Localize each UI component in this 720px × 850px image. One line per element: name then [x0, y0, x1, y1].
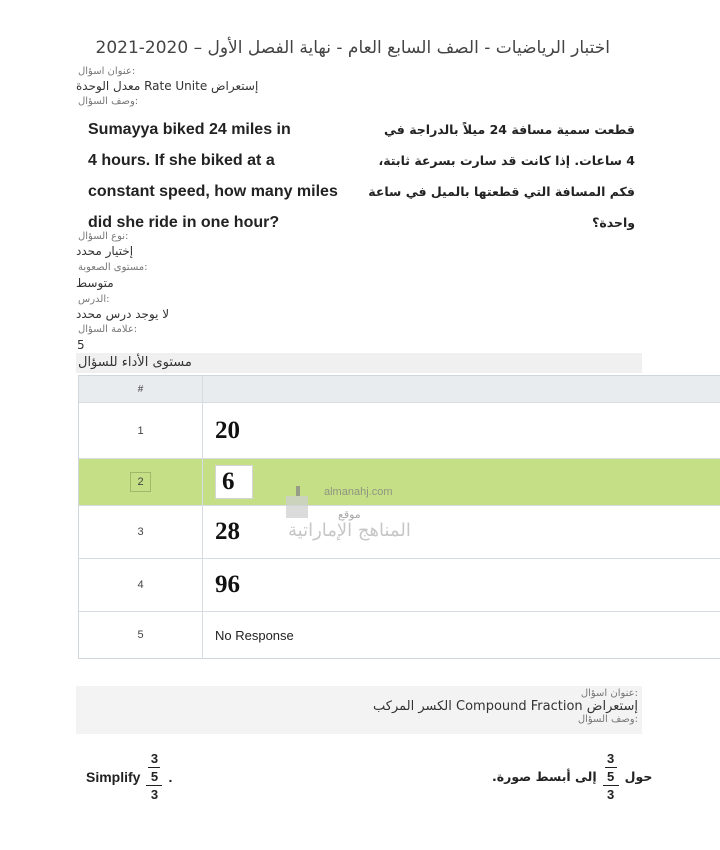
page-title: اختبار الرياضيات - الصف السابع العام - نهاية الفصل الأول – 2020-2021 [95, 38, 610, 58]
answer-option: 20 [215, 416, 240, 444]
watermark-line1: موقع [338, 508, 361, 521]
row-number: 4 [79, 559, 203, 611]
english-line: Sumayya biked 24 miles in [88, 121, 291, 138]
arabic-line: قطعت سمية مسافة 24 ميلاً بالدراجة في [384, 122, 635, 137]
table-row[interactable] [79, 611, 720, 658]
question2-title-label: :عنوان اسؤال [580, 688, 638, 699]
compound-fraction-arabic [603, 752, 619, 801]
period: . [168, 768, 173, 785]
row-number: 5 [79, 612, 203, 658]
lesson-label: :الدرس [78, 294, 110, 305]
watermark [282, 482, 432, 552]
difficulty-label: :مستوى الصعوبة [78, 262, 148, 273]
row-number: 3 [79, 506, 203, 558]
difficulty-value: متوسط [76, 276, 114, 290]
column-header-answer [203, 376, 720, 402]
question-title-label: :عنوان اسؤال [78, 66, 136, 77]
english-line: did she ride in one hour? [88, 214, 280, 231]
question-text-english [88, 114, 368, 238]
fraction-denominator: 3 [607, 787, 615, 802]
table-row[interactable] [79, 558, 720, 611]
question-type-label: :نوع السؤال [78, 231, 129, 242]
question-type-value: إختيار محدد [76, 244, 134, 258]
performance-heading-bar [76, 353, 642, 373]
english-line: 4 hours. If she biked at a [88, 152, 275, 169]
table-header-row [79, 376, 720, 402]
fraction-denominator: 3 [150, 787, 159, 802]
watermark-logo-icon [286, 496, 308, 518]
question2-english [86, 752, 172, 801]
arabic-convert: حول [624, 769, 653, 784]
question-text-arabic [360, 114, 635, 238]
performance-heading: مستوى الأداء للسؤال [78, 355, 192, 370]
answer-option: 28 [215, 518, 240, 545]
arabic-line: فكم المسافة التي قطعتها بالميل في ساعة واحدة؟ [368, 184, 635, 230]
question2-arabic [492, 752, 652, 801]
question2-header [76, 686, 642, 734]
simplify-label: Simplify [86, 768, 141, 785]
fraction-inner-denominator: 5 [150, 769, 159, 784]
answer-option: 6 [215, 465, 253, 499]
question-title-value: إستعراض Rate Unite معدل الوحدة [76, 79, 259, 93]
answer-option: No Response [215, 627, 294, 643]
row-number: 1 [79, 403, 203, 458]
watermark-line2: المناهج الإماراتية [288, 520, 411, 541]
row-number: 2 [130, 472, 150, 492]
table-row[interactable] [79, 402, 720, 458]
mark-label: :علامة السؤال [78, 324, 138, 335]
mark-value: 5 [77, 338, 85, 352]
watermark-mark-icon [296, 486, 300, 496]
fraction-numerator: 3 [607, 751, 615, 766]
english-line: constant speed, how many miles [88, 183, 338, 200]
lesson-value: لا يوجد درس محدد [76, 307, 170, 321]
question-desc-label: :وصف السؤال [78, 96, 139, 107]
fraction-inner-denominator: 5 [607, 769, 615, 784]
question2-title-value: إستعراض Compound Fraction الكسر المركب [372, 699, 638, 714]
column-header-number: # [79, 376, 203, 402]
arabic-simplest-form: إلى أبسط صورة. [492, 769, 597, 784]
compound-fraction [146, 752, 162, 801]
fraction-numerator: 3 [150, 751, 159, 766]
answer-option: 96 [215, 571, 240, 598]
watermark-url: almanahj.com [324, 486, 393, 498]
arabic-line: 4 ساعات. إذا كانت قد سارت بسرعة ثابتة، [378, 153, 635, 168]
question2-desc-label: :وصف السؤال [577, 714, 638, 725]
